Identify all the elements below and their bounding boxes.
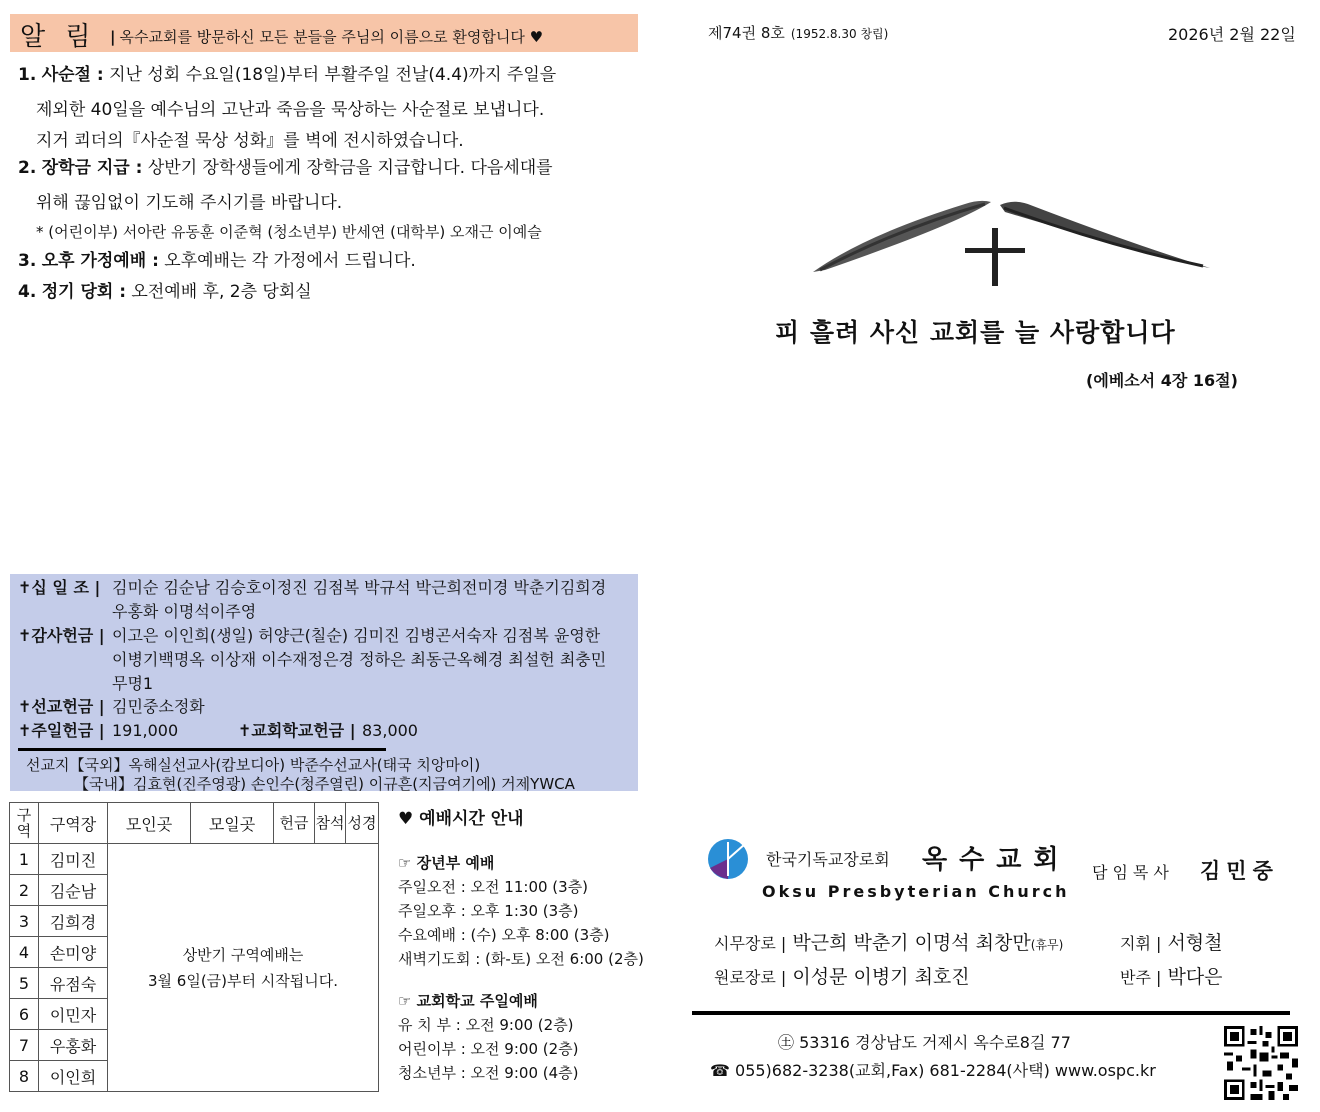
col-offering: 헌금 [274, 803, 315, 844]
district-table [9, 802, 379, 1092]
district-no: 6 [10, 999, 39, 1030]
district-no: 2 [10, 875, 39, 906]
worship-time: 어린이부 : 오전 9:00 (2층) [398, 1040, 579, 1058]
district-leader: 손미양 [39, 937, 108, 968]
conductor-line: 지휘 | 서형철 [1120, 932, 1223, 954]
worship-time: 유 치 부 : 오전 9:00 (2층) [398, 1016, 574, 1034]
tithe-names: 김미순 김순남 김승호이정진 김점복 박규석 박근희전미경 박춘기김희경 우홍화 이명석이주영 [112, 578, 607, 621]
worship-time: 주일오전 : 오전 11:00 (3층) [398, 878, 589, 896]
district-no: 5 [10, 968, 39, 999]
church-roof-cross-icon [805, 190, 1235, 290]
school-amount: 83,000 [362, 721, 418, 740]
notice-item-2: 2. 장학금 지급 : 상반기 장학생들에게 장학금을 지급합니다. 다음세대를 [18, 158, 553, 178]
qr-code-icon[interactable] [1224, 1026, 1298, 1100]
district-leader: 이민자 [39, 999, 108, 1030]
notice-item-1-cont1: 제외한 40일을 예수님의 고난과 죽음을 묵상하는 사순절로 보냅니다. [36, 100, 545, 120]
district-leader: 김희경 [39, 906, 108, 937]
welcome-text: | 옥수교회를 방문하신 모든 분들을 주님의 이름으로 환영합니다 ♥ [110, 28, 544, 46]
district-leader: 김미진 [39, 844, 108, 875]
issue-number: 제74권 8호 (1952.8.30 창립) [708, 24, 889, 42]
thanks-names: 이고은 이인희(생일) 허양근(칠순) 김미진 김병곤서숙자 김점복 윤영한 이병기백명옥 이상재 이수재정은경 정하은 최동근옥혜경 최설헌 최충민 무명1 [112, 626, 607, 693]
district-leader: 우홍화 [39, 1030, 108, 1061]
worship-time: 청소년부 : 오전 9:00 (4층) [398, 1064, 579, 1082]
notice-title: 알 림 [20, 22, 97, 52]
accompanist-line: 반주 | 박다은 [1120, 966, 1223, 988]
school-label: ✝교회학교헌금 | [238, 721, 356, 740]
slogan: 피 흘려 사신 교회를 늘 사랑합니다 [775, 318, 1176, 347]
district-no: 8 [10, 1061, 39, 1092]
district-leader: 이인희 [39, 1061, 108, 1092]
district-no: 7 [10, 1030, 39, 1061]
denomination: 한국기독교장로회 [766, 850, 890, 869]
notice-item-3: 3. 오후 가정예배 : 오후예배는 각 가정에서 드립니다. [18, 251, 416, 271]
worship-time: 주일오후 : 오후 1:30 (3층) [398, 902, 579, 920]
district-header-row [10, 803, 379, 844]
district-no: 3 [10, 906, 39, 937]
pastor-name: 김민중 [1200, 859, 1279, 883]
retired-elders-line: 원로장로 | 이성문 이병기 최호진 [714, 966, 970, 988]
sunday-amount: 191,000 [112, 721, 179, 740]
notice-item-1: 1. 사순절 : 지난 성회 수요일(18일)부터 부활주일 전날(4.4)까지 주일을 [18, 65, 557, 85]
col-leader: 구역장 [39, 803, 108, 844]
col-next: 모일곳 [191, 803, 274, 844]
worship-title: ♥ 예배시간 안내 [398, 809, 524, 829]
mission-label: ✝선교헌금 | [18, 697, 105, 716]
issue-date: 2026년 2월 22일 [1168, 25, 1296, 44]
col-district: 구역 [10, 803, 39, 844]
adult-worship-title: ☞ 장년부 예배 [398, 854, 495, 872]
church-logo-icon [707, 838, 749, 880]
thanks-label: ✝감사헌금 | [18, 626, 105, 645]
col-gathered: 모인곳 [108, 803, 191, 844]
notice-header [10, 14, 638, 52]
elders-line: 시무장로 | 박근희 박춘기 이명석 최창만(휴무) [714, 932, 1064, 954]
offering-divider [18, 748, 386, 751]
district-no: 4 [10, 937, 39, 968]
worship-time: 새벽기도회 : (화-토) 오전 6:00 (2층) [398, 950, 644, 968]
worship-times [398, 804, 644, 1085]
verse-reference: (에베소서 4장 16절) [1086, 371, 1238, 390]
table-row [10, 844, 379, 875]
church-english-name: Oksu Presbyterian Church [762, 882, 1070, 901]
church-name: 옥수교회 [922, 845, 1071, 875]
col-attend: 참석 [315, 803, 346, 844]
pastor-title: 담임목사 [1092, 863, 1174, 882]
scholarship-names: * (어린이부) 서아란 유동훈 이준혁 (청소년부) 반세연 (대학부) 오재근 이예슬 [36, 223, 542, 241]
district-no: 1 [10, 844, 39, 875]
school-worship-title: ☞ 교회학교 주일예배 [398, 992, 538, 1010]
district-leader: 유점숙 [39, 968, 108, 999]
mission-names: 김민중소정화 [112, 697, 205, 716]
sunday-label: ✝주일헌금 | [18, 721, 105, 740]
offering-box [10, 574, 638, 791]
church-contact[interactable]: ☎ 055)682-3238(교회,Fax) 681-2284(사택) www.ospc.kr [710, 1061, 1156, 1080]
missionary-abroad: 선교지【국외】옥해실선교사(캄보디아) 박준수선교사(태국 치앙마이) [26, 756, 481, 774]
col-bible: 성경 [346, 803, 379, 844]
district-notice: 상반기 구역예배는 3월 6일(금)부터 시작됩니다. [108, 844, 379, 1092]
footer-divider [692, 1011, 1290, 1015]
notice-item-1-cont2: 지거 쾨더의『사순절 묵상 성화』를 벽에 전시하였습니다. [36, 131, 464, 151]
church-address: ㊏ 53316 경상남도 거제시 옥수로8길 77 [778, 1033, 1071, 1052]
notice-item-4: 4. 정기 당회 : 오전예배 후, 2층 당회실 [18, 282, 312, 302]
notice-item-2-cont1: 위해 끊임없이 기도해 주시기를 바랍니다. [36, 193, 343, 213]
missionary-domestic: 【국내】김효현(진주영광) 손인수(청주열린) 이규흔(지금여기에) 거제YWCA [74, 775, 575, 793]
district-leader: 김순남 [39, 875, 108, 906]
tithe-label: ✝십 일 조 | [18, 578, 101, 597]
worship-time: 수요예배 : (수) 오후 8:00 (3층) [398, 926, 610, 944]
